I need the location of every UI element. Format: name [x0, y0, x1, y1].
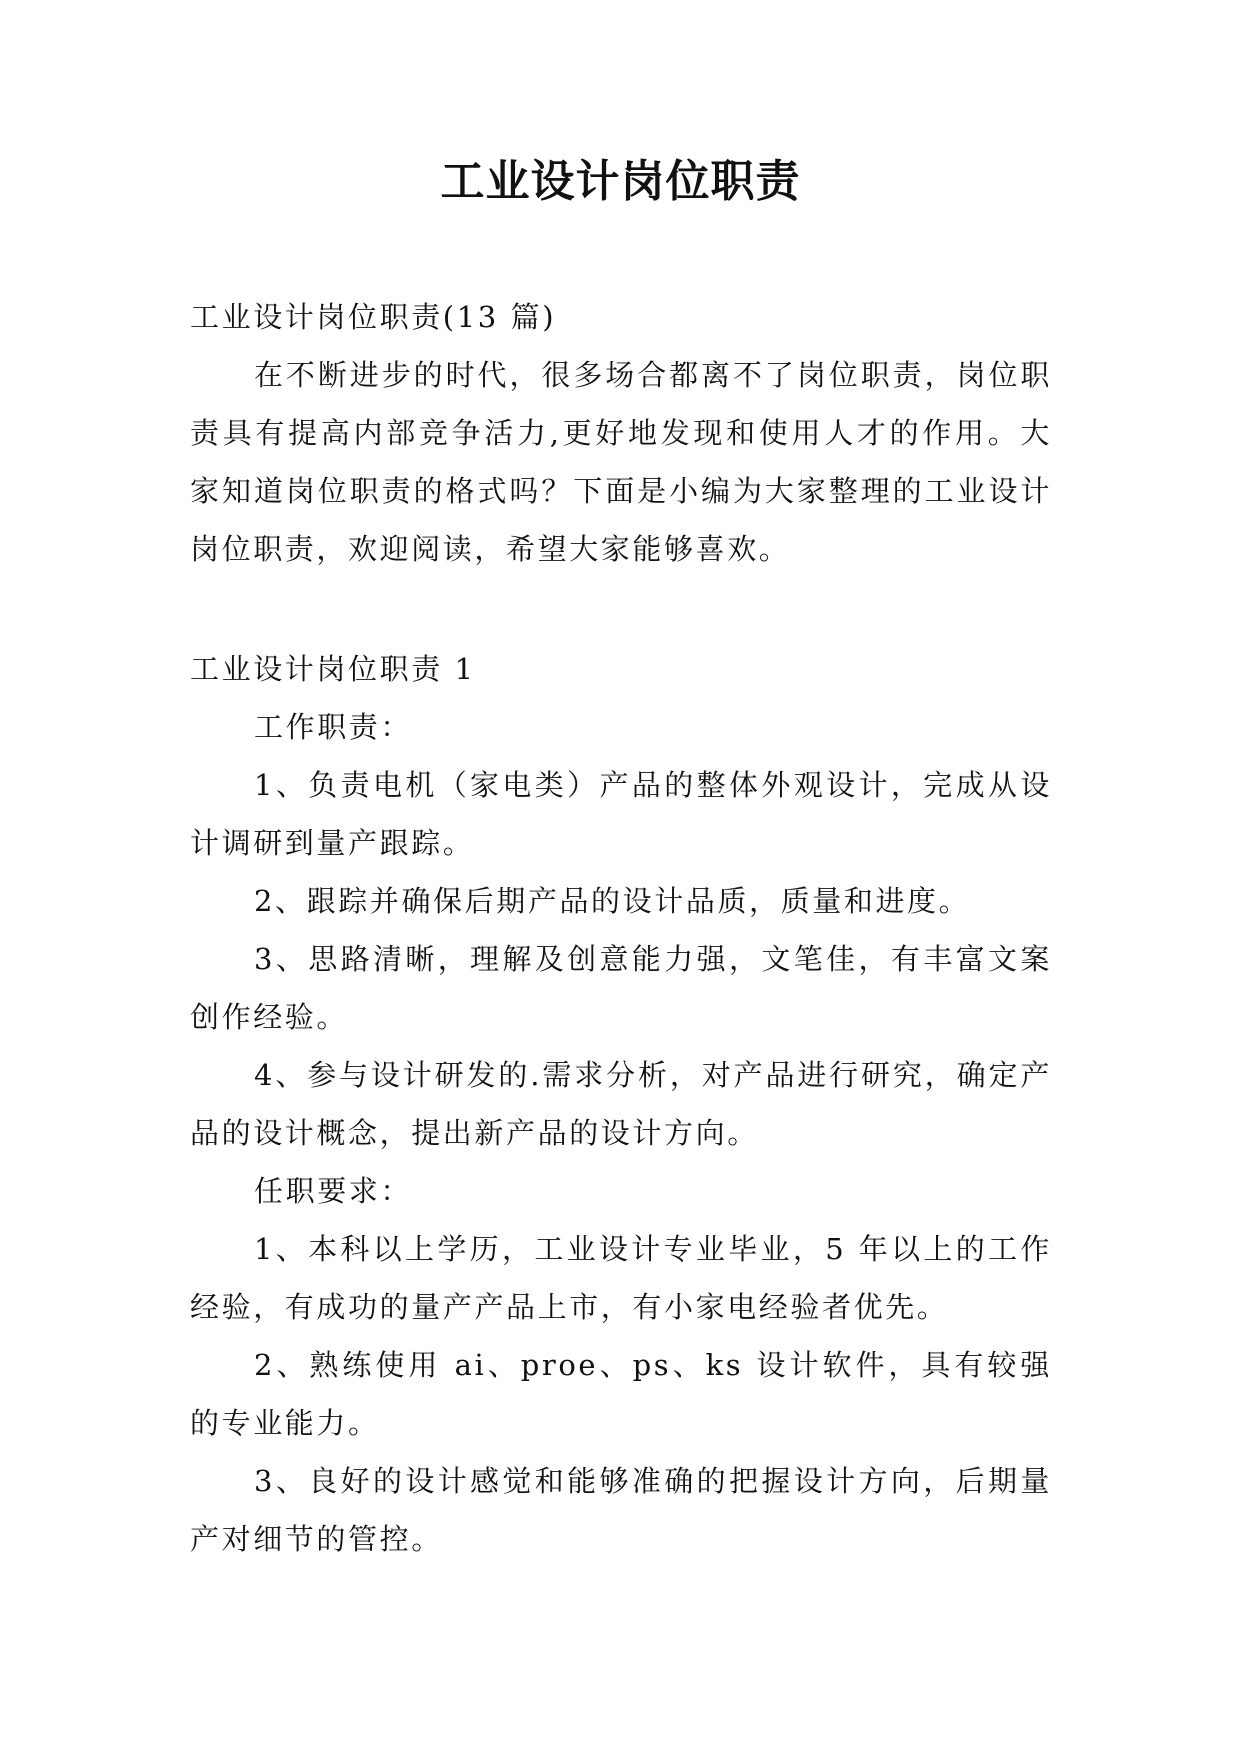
document-subtitle: 工业设计岗位职责(13 篇)	[190, 300, 557, 334]
requirement-item: 3、良好的设计感觉和能够准确的把握设计方向，后期量产对细节的管控。	[190, 1464, 1052, 1556]
requirement-item: 1、本科以上学历，工业设计专业毕业，5 年以上的工作经验，有成功的量产产品上市，有小家电经验者优先。	[190, 1232, 1052, 1324]
paragraph-spacer	[190, 578, 1052, 640]
duty-item: 4、参与设计研发的.需求分析，对产品进行研究，确定产品的设计概念，提出新产品的设计方向。	[190, 1058, 1052, 1150]
document-body	[190, 288, 1052, 1568]
duty-item: 2、跟踪并确保后期产品的设计品质，质量和进度。	[254, 884, 971, 918]
section-heading: 工业设计岗位职责 1	[190, 652, 476, 686]
requirements-label: 任职要求：	[254, 1174, 413, 1208]
intro-paragraph: 在不断进步的时代，很多场合都离不了岗位职责，岗位职责具有提高内部竞争活力,更好地发现和使用人才的作用。大家知道岗位职责的格式吗？下面是小编为大家整理的工业设计岗位职责，欢迎阅读，希望大家能够喜欢。	[190, 358, 1052, 566]
duty-item: 1、负责电机（家电类）产品的整体外观设计，完成从设计调研到量产跟踪。	[190, 768, 1052, 860]
duty-item: 3、思路清晰，理解及创意能力强，文笔佳，有丰富文案创作经验。	[190, 942, 1052, 1034]
requirement-item: 2、熟练使用 ai、proe、ps、ks 设计软件，具有较强的专业能力。	[190, 1348, 1052, 1440]
document-title: 工业设计岗位职责	[440, 156, 801, 207]
duties-label: 工作职责：	[254, 710, 413, 744]
